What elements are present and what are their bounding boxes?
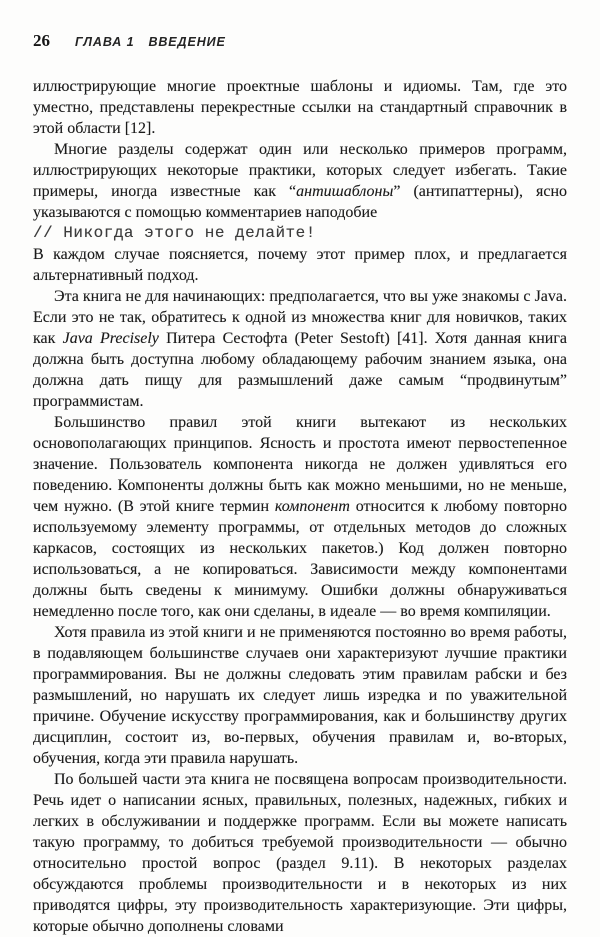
paragraph-text: Эта книга не для начинающих: предполагается, что вы уже знакомы с Java. Если это не так, обратитесь к одной из множества книг для новичков, таких как [33, 288, 567, 347]
paragraph [33, 139, 567, 223]
paragraph: По большей части эта книга не посвящена вопросам производительности. Речь идет о написании ясных, правильных, полезных, надежных, гибких и легких в обслуживании и поддержке программ. Если вы можете написать такую программу, то добиться требуемой производительности — обычно относительно простой вопрос (раздел 9.11). В некоторых разделах обсуждаются проблемы производительности и в некоторых из них приводятся цифры, эту производительность характеризующие. Эти цифры, которые обычно дополнены словами [33, 771, 567, 935]
italic-book-title: Java Precisely [62, 330, 159, 347]
paragraph-text: Большинство правил этой книги вытекают из нескольких основополагающих принципов. Ясность и простота имеют первостепенное значение. Пользователь компонента никогда не должен удивляться его поведению. Компоненты должны быть как можно меньшими, но не меньше, чем нужно. (В этой книге термин [33, 414, 567, 515]
code-comment: // Никогда этого не делайте! [33, 224, 316, 242]
page-number: 26 [33, 31, 50, 50]
paragraph [33, 286, 567, 412]
paragraph [33, 412, 567, 622]
paragraph-text: ” (антипаттерны), ясно указываются с помощью комментариев наподобие [33, 183, 568, 221]
italic-term: компонент [274, 498, 350, 515]
running-head-title [75, 35, 226, 49]
body-text [33, 76, 567, 937]
section-label: ВВЕДЕНИЕ [148, 35, 226, 49]
paragraph: В каждом случае поясняется, почему этот пример плох, и предлагается альтернативный подход. [33, 246, 567, 284]
paragraph-text: Питера Сестофта (Peter Sestoft) [41]. Хотя данная книга должна быть доступна любому обладающему рабочим знанием языка, она должна дать пищу для размышлений даже самым “продвинутым” программистам. [33, 330, 568, 410]
paragraph-text: Многие разделы содержат один или несколько примеров программ, иллюстрирующих некоторые практики, которых следует избегать. Такие примеры, иногда известные как “ [33, 141, 567, 200]
paragraph-text: относится к любому повторно используемому элементу программы, от отдельных методов до сложных каркасов, состоящих из нескольких пакетов.) Код должен повторно использоваться, а не копироваться. Зависимости между компонентами должны быть сведены к минимуму. Ошибки должны обнаруживаться немедленно после того, как они сделаны, в идеале — во время компиляции. [33, 498, 567, 620]
running-head [33, 31, 567, 51]
paragraph: Хотя правила из этой книги и не применяются постоянно во время работы, в подавляющем большинстве случаев они характеризуют лучшие практики программирования. Вы не должны следовать этим правилам рабски и без размышлений, но нарушать их следует лишь изредка и по уважительной причине. Обучение искусству программирования, как и большинству других дисциплин, состоит из, во-первых, обучения правилам и, во-вторых, обучения, когда эти правила нарушать. [33, 624, 567, 767]
italic-term: антишаблоны [296, 183, 394, 200]
chapter-label: ГЛАВА 1 [75, 35, 135, 49]
paragraph-continuation: иллюстрирующие многие проектные шаблоны и идиомы. Там, где это уместно, представлены перекрестные ссылки на стандартный справочник в этой области [12]. [33, 78, 567, 137]
